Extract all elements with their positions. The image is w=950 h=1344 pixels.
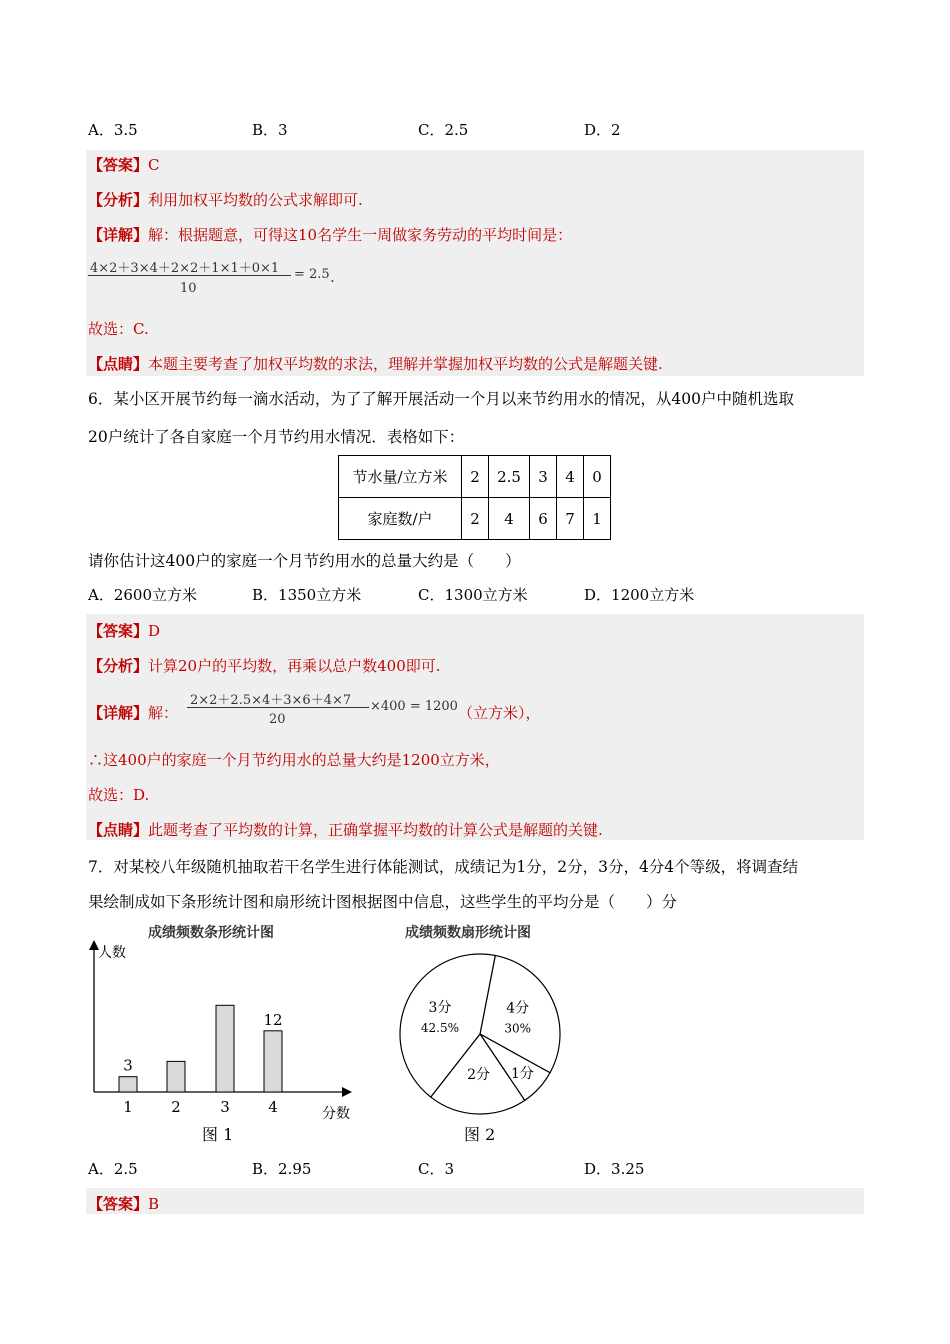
q6-comment: 【点睛】此题考查了平均数的计算，正确掌握平均数的计算公式是解题的关键. xyxy=(88,821,603,839)
table-cell: 0 xyxy=(584,456,611,498)
bar-data-label: 3 xyxy=(123,1056,133,1075)
q5-detail: 【详解】解：根据题意，可得这10名学生一周做家务劳动的平均时间是： xyxy=(88,226,573,244)
q5-answer: 【答案】C xyxy=(88,156,160,174)
pie-slice-label: 1分 xyxy=(511,1065,534,1082)
q5-option-b: B．3 xyxy=(252,121,288,139)
q6-option-d: D．1200立方米 xyxy=(584,586,695,604)
q7-option-c: C．3 xyxy=(418,1160,455,1178)
pie-slice-label: 2分 xyxy=(467,1066,491,1083)
q6-answer: 【答案】D xyxy=(88,622,161,640)
q7-stem-line2: 果绘制成如下条形统计图和扇形统计图根据图中信息，这些学生的平均分是（ ）分 xyxy=(88,893,678,911)
bar-2 xyxy=(167,1061,185,1092)
q6-option-c: C．1300立方米 xyxy=(418,586,528,604)
table-cell: 6 xyxy=(530,498,557,540)
q6-option-a: A．2600立方米 xyxy=(88,586,198,604)
q7-stem-line1: 7．对某校八年级随机抽取若干名学生进行体能测试，成绩记为1分，2分，3分，4分4个等级，将调查结 xyxy=(88,858,799,876)
q6-data-table xyxy=(338,455,611,540)
bar-4 xyxy=(264,1031,282,1092)
q5-comment: 【点睛】本题主要考查了加权平均数的求法，理解并掌握加权平均数的公式是解题关键. xyxy=(88,355,663,373)
pie-slice-label: 3分 xyxy=(428,999,452,1016)
bar-data-label: 12 xyxy=(263,1010,283,1029)
table-cell: 1 xyxy=(584,498,611,540)
q6-solution-panel xyxy=(86,614,864,840)
table-cell: 2.5 xyxy=(489,456,530,498)
y-axis-label: 人数 xyxy=(98,945,126,961)
x-tick-label: 1 xyxy=(123,1098,133,1116)
x-tick-label: 2 xyxy=(171,1098,181,1116)
table-header-cell: 家庭数/户 xyxy=(339,498,462,540)
pie-slice-label: 4分 xyxy=(506,1000,530,1017)
q7-option-d: D．3.25 xyxy=(584,1160,645,1178)
q6-detail: 【详解】解： xyxy=(88,704,179,722)
table-cell: 2 xyxy=(462,456,489,498)
q6-question: 请你估计这400户的家庭一个月节约用水的总量大约是（ ） xyxy=(88,552,521,570)
x-tick-label: 3 xyxy=(220,1098,230,1116)
pie-chart-caption: 图 2 xyxy=(464,1125,496,1144)
x-axis-label: 分数 xyxy=(322,1106,350,1122)
x-axis-arrow-icon xyxy=(342,1087,352,1097)
q7-option-a: A．2.5 xyxy=(88,1160,138,1178)
pie-chart-title: 成绩频数扇形统计图 xyxy=(405,925,531,941)
table-row xyxy=(339,456,611,498)
table-cell: 3 xyxy=(530,456,557,498)
table-header-cell: 节水量/立方米 xyxy=(339,456,462,498)
pie-slice-percent: 42.5% xyxy=(420,1020,460,1035)
bar-3 xyxy=(216,1005,234,1092)
q7-option-b: B．2.95 xyxy=(252,1160,312,1178)
pie-chart xyxy=(390,938,570,1148)
q7-answer: 【答案】B xyxy=(88,1195,160,1213)
q6-analysis: 【分析】计算20户的平均数，再乘以总户数400即可. xyxy=(88,657,441,675)
bar-chart xyxy=(80,938,380,1148)
bar-chart-caption: 图 1 xyxy=(202,1125,234,1144)
q5-option-a: A．3.5 xyxy=(88,121,138,139)
q6-therefore: ∴这400户的家庭一个月节约用水的总量大约是1200立方米， xyxy=(88,751,500,769)
table-cell: 2 xyxy=(462,498,489,540)
q5-option-c: C．2.5 xyxy=(418,121,469,139)
table-row xyxy=(339,498,611,540)
table-cell: 7 xyxy=(557,498,584,540)
pie-slice-percent: 30% xyxy=(504,1021,532,1036)
bar-chart-title: 成绩频数条形统计图 xyxy=(148,925,274,941)
q6-choose: 故选：D. xyxy=(88,786,150,804)
x-tick-label: 4 xyxy=(268,1098,278,1116)
q6-option-b: B．1350立方米 xyxy=(252,586,362,604)
table-cell: 4 xyxy=(489,498,530,540)
bar-1 xyxy=(119,1077,137,1092)
q5-choose: 故选：C. xyxy=(88,320,149,338)
q7-solution-panel xyxy=(86,1188,864,1214)
q6-stem-line2: 20户统计了各自家庭一个月节约用水情况．表格如下： xyxy=(88,428,465,446)
table-cell: 4 xyxy=(557,456,584,498)
q5-option-d: D．2 xyxy=(584,121,621,139)
q6-stem-line1: 6．某小区开展节约每一滴水活动，为了了解开展活动一个月以来节约用水的情况，从400户中随机选取 xyxy=(88,390,794,408)
q5-analysis: 【分析】利用加权平均数的公式求解即可. xyxy=(88,191,363,209)
